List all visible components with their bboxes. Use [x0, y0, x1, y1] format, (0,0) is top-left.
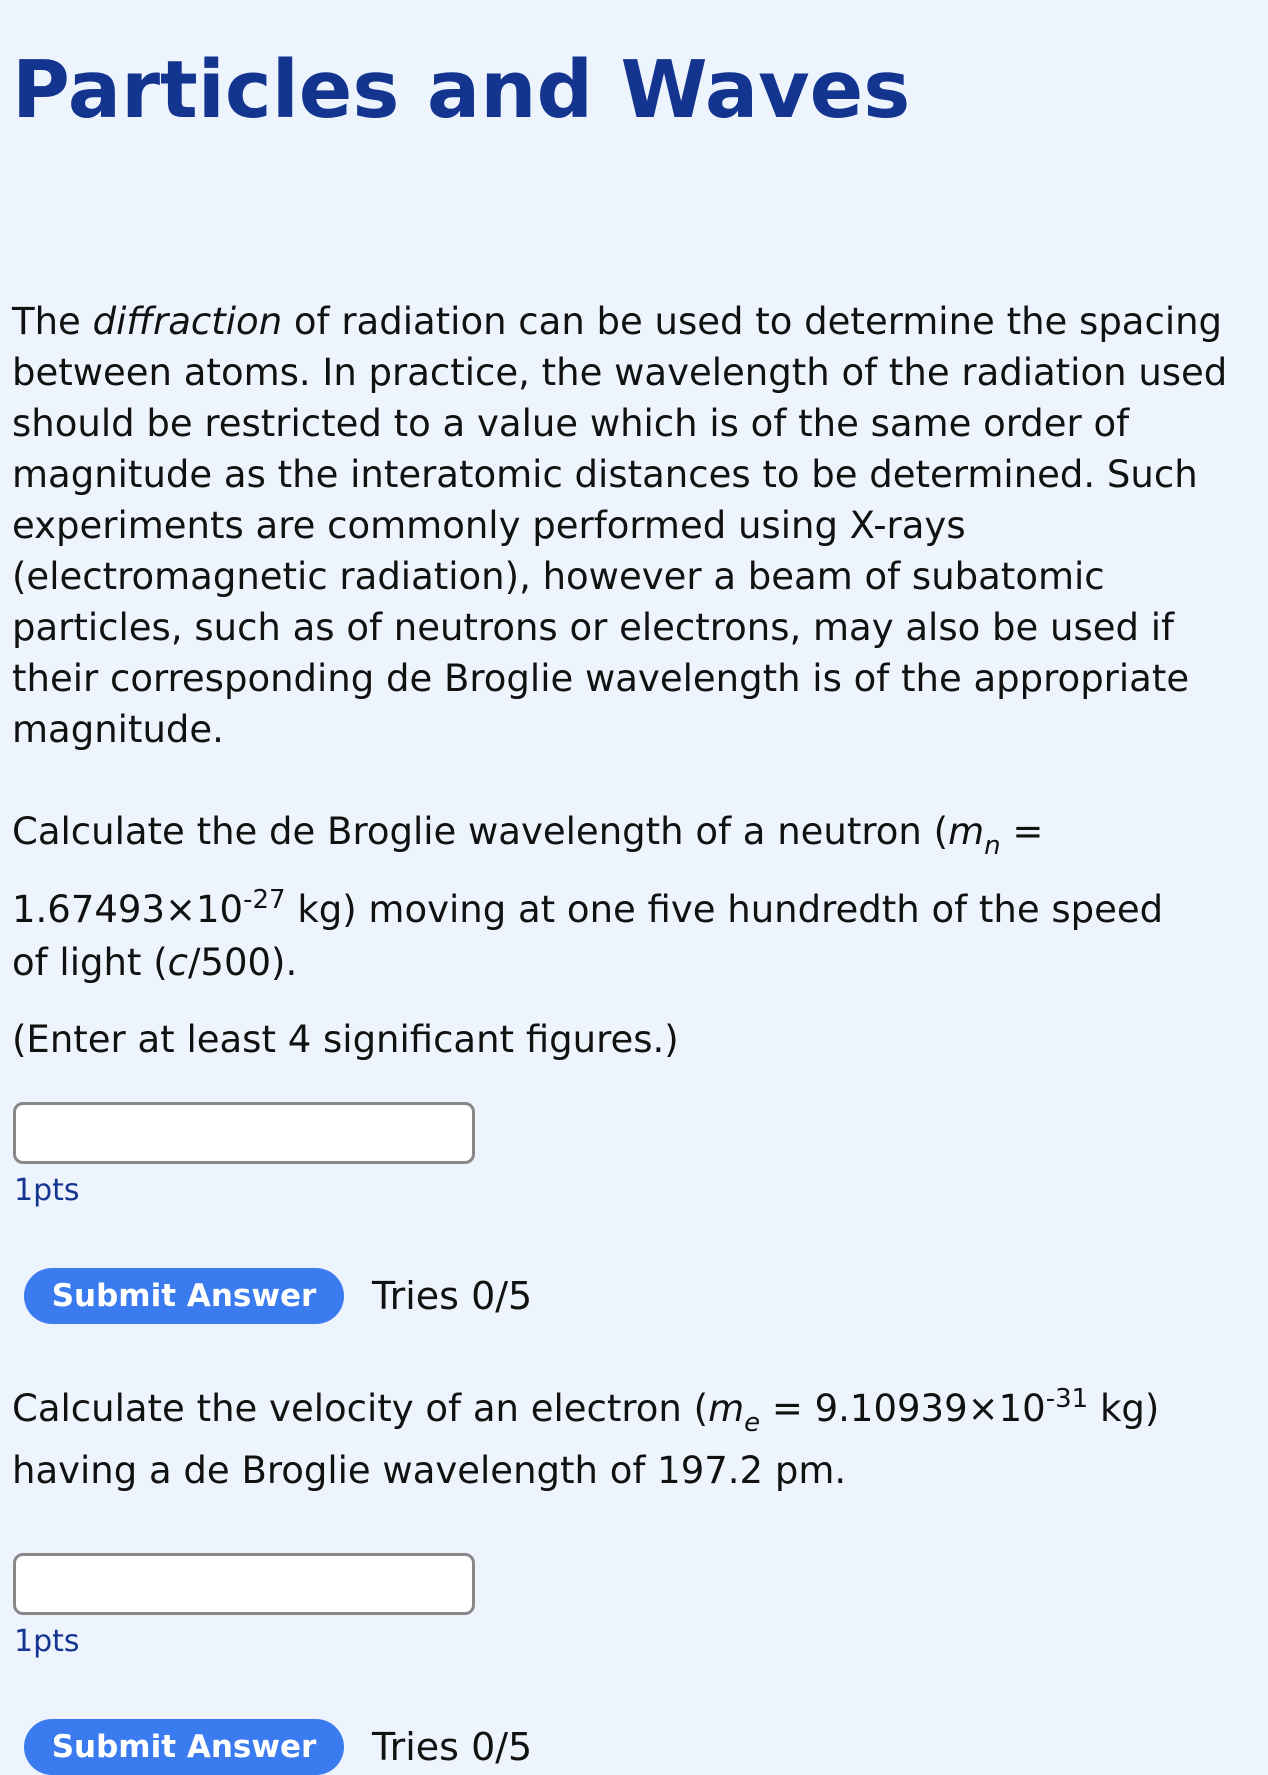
- submit-answer-button-2[interactable]: Submit Answer: [24, 1719, 344, 1775]
- points-label-2: 1pts: [14, 1624, 80, 1659]
- question-2-text: Calculate the velocity of an electron ($m_e = 9.10939\times 10^{-31}$ kg) having a de Broglie wavelength of 197.2 pm.: [12, 1384, 1160, 1492]
- submit-answer-button-1[interactable]: Submit Answer: [24, 1268, 344, 1324]
- page-title: Particles and Waves: [12, 44, 911, 136]
- answer-input-1[interactable]: [13, 1102, 475, 1164]
- question-1-text: Calculate the de Broglie wavelength of a neutron ($m_n$ = $1.67493\times 10^{-27}$ kg) moving at one five hundredth of the speed of light (c/500).: [12, 810, 1164, 984]
- points-label-1: 1pts: [14, 1173, 80, 1208]
- tries-counter-1: Tries 0/5: [372, 1274, 533, 1318]
- tries-counter-2: Tries 0/5: [372, 1725, 533, 1769]
- question-1-note: (Enter at least 4 significant figures.): [12, 1018, 679, 1061]
- intro-paragraph: The diffraction of radiation can be used to determine the spacing between atoms. In practice, the wavelength of the radiation used should be restricted to a value which is of the same order of magnitude as the interatomic distances to be determined. Such experiments are commonly performed using X-rays (electromagnetic radiation), however a beam of subatomic particles, such as of neutrons or electrons, may also be used if their corresponding de Broglie wavelength is of the appropriate magnitude.: [12, 300, 1228, 751]
- answer-input-2[interactable]: [13, 1553, 475, 1615]
